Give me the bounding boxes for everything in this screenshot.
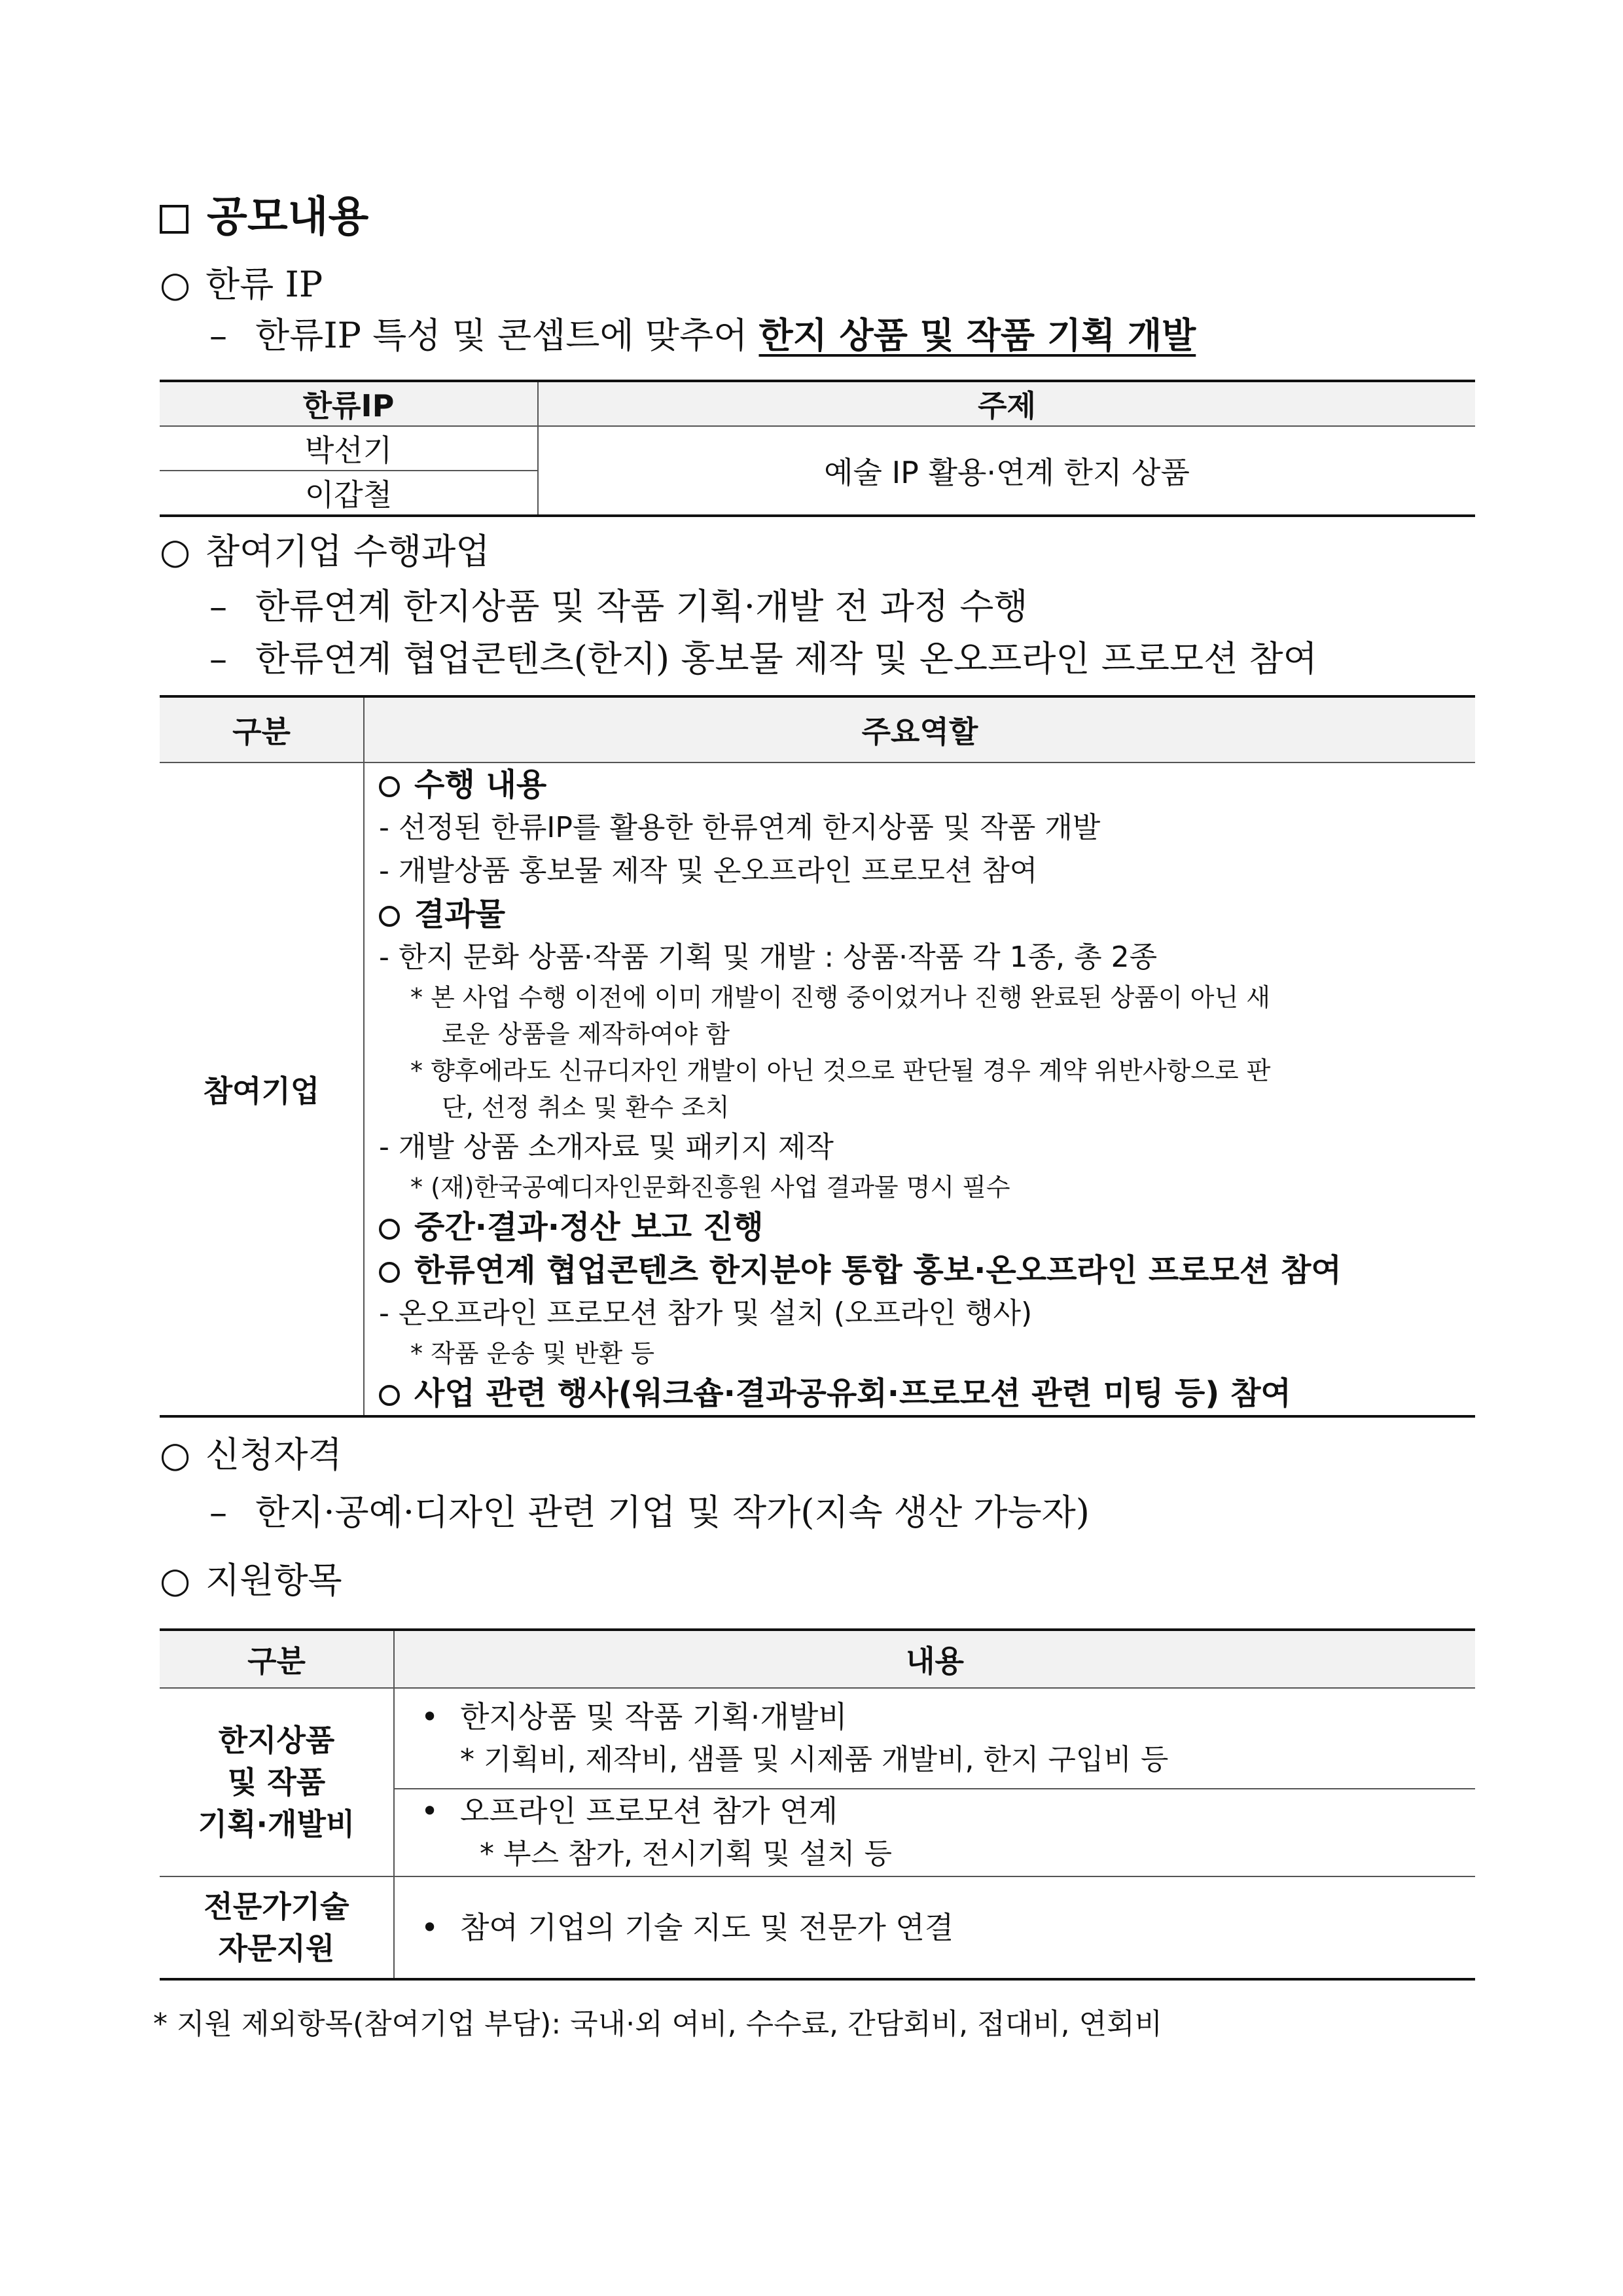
table2-role-cell xyxy=(364,762,1475,1416)
circle-outline-icon xyxy=(379,1262,400,1283)
circle-bullet-icon: ○ xyxy=(160,1560,191,1601)
role-note: 로운 상품을 제작하여야 함 xyxy=(442,1020,730,1049)
footnote: * 지원 제외항목(참여기업 부담): 국내·외 여비, 수수료, 간담회비, 접대비, 연회비 xyxy=(153,2007,1163,2041)
dash-bullet-icon: – xyxy=(209,586,227,627)
dash-bullet-icon: – xyxy=(209,315,227,356)
circle-bullet-icon: ○ xyxy=(160,1434,191,1475)
role-heading: 사업 관련 행사(워크숍·결과공유회·프로모션 관련 미팅 등) 참여 xyxy=(379,1372,1475,1415)
section-title: 공모내용 xyxy=(160,183,368,243)
hallyu-ip-table xyxy=(160,380,1475,517)
role-line: - 한지 문화 상품·작품 기획 및 개발 : 상품·작품 각 1종, 총 2종 xyxy=(379,941,1158,974)
circle-outline-icon xyxy=(379,906,400,927)
role-note: * (재)한국공예디자인문화진흥원 사업 결과물 명시 필수 xyxy=(410,1173,1010,1202)
dot-bullet-icon: • xyxy=(421,1793,439,1829)
role-note: * 향후에라도 신규디자인 개발이 아닌 것으로 판단될 경우 계약 위반사항으로 판 xyxy=(410,1056,1271,1085)
role-line: - 개발 상품 소개자료 및 패키지 제작 xyxy=(379,1130,834,1164)
table3-content-cell: • 오프라인 프로모션 참가 연계 * 부스 참가, 전시기획 및 설치 등 xyxy=(394,1789,1475,1876)
circle-outline-icon xyxy=(379,1385,400,1406)
item-support: ○ 지원항목 xyxy=(160,1560,342,1601)
table2-header-category: 구분 xyxy=(160,696,364,762)
dot-bullet-icon: • xyxy=(421,1910,439,1945)
table3-content-cell: • 참여 기업의 기술 지도 및 전문가 연결 xyxy=(394,1876,1475,1979)
item-eligibility: ○ 신청자격 xyxy=(160,1434,342,1475)
role-heading: 한류연계 협업콘텐츠 한지분야 통합 홍보·온오프라인 프로모션 참여 xyxy=(379,1249,1475,1292)
dash-bullet-icon: – xyxy=(209,1492,227,1533)
role-line: - 온오프라인 프로모션 참가 및 설치 (오프라인 행사) xyxy=(379,1297,1033,1330)
checkbox-square-icon xyxy=(160,205,188,234)
table1-header-ip: 한류IP xyxy=(160,381,538,426)
role-heading: 수행 내용 xyxy=(379,763,1475,806)
table3-content-cell: • 한지상품 및 작품 기획·개발비 * 기획비, 제작비, 샘플 및 시제품 개발비, 한지 구입비 등 xyxy=(394,1688,1475,1789)
dot-bullet-icon: • xyxy=(421,1699,439,1734)
dash-bullet-icon: – xyxy=(209,638,227,679)
table1-ip-cell: 박선기 xyxy=(160,426,538,471)
role-line: - 개발상품 홍보물 제작 및 온오프라인 프로모션 참여 xyxy=(379,854,1038,888)
circle-outline-icon xyxy=(379,1219,400,1240)
circle-outline-icon xyxy=(379,776,400,797)
role-line: - 선정된 한류IP를 활용한 한류연계 한지상품 및 작품 개발 xyxy=(379,811,1101,844)
support-table xyxy=(160,1628,1475,1981)
item-hallyu-ip-dash: – 한류IP 특성 및 콘셉트에 맞추어 한지 상품 및 작품 기획 개발 xyxy=(209,314,1196,356)
role-heading: 결과물 xyxy=(379,893,1475,936)
table1-header-theme: 주제 xyxy=(538,381,1475,426)
role-heading: 중간·결과·정산 보고 진행 xyxy=(379,1206,1475,1249)
table2-category-cell: 참여기업 xyxy=(160,762,364,1416)
table2-header-role: 주요역할 xyxy=(364,696,1475,762)
table3-category-expert: 전문가기술 자문지원 xyxy=(160,1876,394,1979)
item-hallyu-ip: ○ 한류 IP xyxy=(160,264,323,305)
table1-ip-cell: 이갑철 xyxy=(160,471,538,516)
item-tasks: ○ 참여기업 수행과업 xyxy=(160,531,490,572)
role-note: * 작품 운송 및 반환 등 xyxy=(410,1339,655,1368)
item-eligibility-dash: – 한지·공예·디자인 관련 기업 및 작가(지속 생산 가능자) xyxy=(209,1492,1090,1533)
emphasis-text: 한지 상품 및 작품 기획 개발 xyxy=(758,314,1196,356)
table3-header-category: 구분 xyxy=(160,1630,394,1688)
table1-theme-cell: 예술 IP 활용·연계 한지 상품 xyxy=(824,455,1190,490)
role-note: * 본 사업 수행 이전에 이미 개발이 진행 중이었거나 진행 완료된 상품이 아닌 새 xyxy=(410,983,1270,1012)
item-tasks-dash: – 한류연계 한지상품 및 작품 기획·개발 전 과정 수행 xyxy=(209,586,1028,627)
roles-table xyxy=(160,695,1475,1418)
table3-header-content: 내용 xyxy=(394,1630,1475,1688)
circle-bullet-icon: ○ xyxy=(160,264,191,305)
table3-category-dev: 한지상품 및 작품 기획·개발비 xyxy=(160,1688,394,1876)
circle-bullet-icon: ○ xyxy=(160,531,191,572)
role-note: 단, 선정 취소 및 환수 조치 xyxy=(442,1093,730,1122)
item-tasks-dash: – 한류연계 협업콘텐츠(한지) 홍보물 제작 및 온오프라인 프로모션 참여 xyxy=(209,638,1317,679)
